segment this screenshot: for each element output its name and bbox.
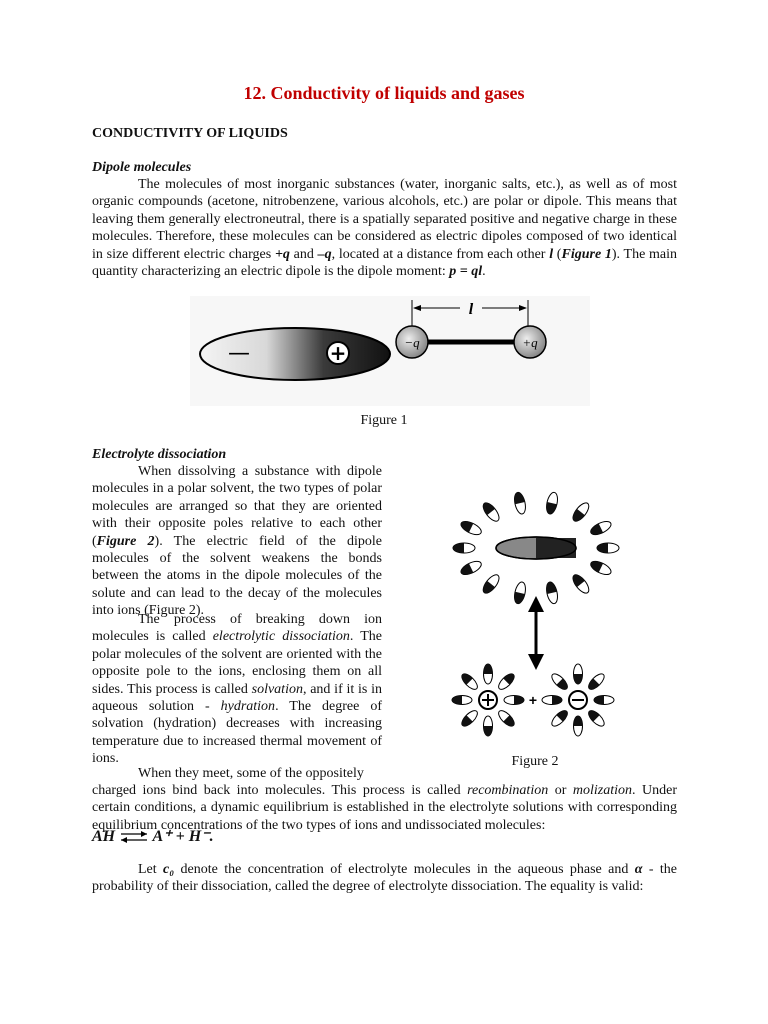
solvent-dipole: [504, 696, 524, 705]
electrolyte-heading: Electrolyte dissociation: [92, 447, 227, 462]
solvent-dipole: [453, 543, 475, 553]
electrolyte-paragraph-3: charged ions bind back into molecules. This process is called recombination or molization. Under certain conditions, a dynamic equilibrium is established in the electrolyte solutions with corresponding equilibrium concentrations of the two types of ions and undissociated molecules:: [92, 783, 677, 833]
solvent-dipole: [459, 671, 480, 692]
dipole-heading: Dipole molecules: [92, 160, 192, 175]
ions-plus-sign: +: [528, 692, 538, 708]
negative-pole-sign: —: [228, 341, 250, 366]
solvent-dipole: [570, 572, 592, 595]
distance-label-l: l: [468, 301, 474, 318]
solvent-dipole: [586, 671, 607, 692]
equation-reactant: AH: [92, 828, 116, 845]
solvent-dipole: [480, 500, 502, 523]
solvent-dipole: [459, 708, 480, 729]
positive-charge-label: +q: [522, 335, 538, 350]
solvent-dipole: [496, 671, 517, 692]
solvent-dipole: [549, 708, 570, 729]
solvent-dipole: [574, 716, 583, 736]
figure-1-dipole-diagram: [190, 296, 590, 406]
solvent-dipole: [452, 696, 472, 705]
equilibrium-arrow-down: [528, 654, 544, 670]
solvent-dipole: [513, 491, 528, 515]
solvent-dipole: [542, 696, 562, 705]
solvent-dipole: [570, 500, 592, 523]
solvent-dipole: [484, 716, 493, 736]
electrolyte-paragraph-1: When dissolving a substance with dipole molecules in a polar solvent, the two types of polar molecules are arranged so that they are oriented with their opposite poles relative to each other (Figure 2). The electric field of the dipole molecules of the solvent weakens the bonds between the atoms in the dipole molecules of the solute and can lead to the decay of the molecules into ions (Figure 2).: [92, 464, 382, 619]
solvent-dipole: [480, 572, 502, 595]
figure-1-caption: Figure 1: [360, 413, 408, 428]
negative-charge-label: −q: [404, 335, 420, 350]
electrolyte-paragraph-3-first-line: When they meet, some of the oppositely: [138, 766, 364, 781]
electrolyte-paragraph-2: The process of breaking down ion molecules is called electrolytic dissociation. The polar molecules of the solvent are oriented with the opposite pole to the ions, enclosing them on all sides. This process is called solvation, and if it is in aqueous solution - hydration. The degree of solvation (hydration) decreases with increasing temperature due to increased thermal movement of ions.: [92, 612, 382, 767]
figure-2-solvation-diagram: [446, 474, 626, 744]
solute-dark-half: [536, 538, 576, 558]
section-heading: CONDUCTIVITY OF LIQUIDS: [92, 126, 288, 141]
solvent-dipole: [586, 708, 607, 729]
equation-products: A⁺ + H⁻: [152, 828, 210, 845]
solvent-dipole: [545, 491, 560, 515]
solvent-dipole: [459, 559, 483, 578]
positive-pole-sign: +: [329, 341, 347, 365]
dissociation-equation: AH A⁺ + H⁻.: [92, 828, 214, 845]
solvent-dipole: [459, 519, 483, 538]
solvent-dipole: [589, 519, 613, 538]
solvent-dipole: [594, 696, 614, 705]
solvent-dipole: [597, 543, 619, 553]
solvent-dipole: [589, 559, 613, 578]
solvent-dipole: [484, 664, 493, 684]
equilibrium-arrows-icon: [119, 830, 149, 844]
equilibrium-arrow-up: [528, 596, 544, 612]
solvent-dipole: [549, 671, 570, 692]
figure-2-caption: Figure 2: [511, 754, 559, 769]
solvent-dipole: [545, 581, 560, 605]
solvent-dipole: [496, 708, 517, 729]
solvent-dipole: [513, 581, 528, 605]
dipole-paragraph: The molecules of most inorganic substances (water, inorganic salts, etc.), as well as of most organic compounds (acetone, nitrobenzene, various alcohols, etc.) are polar or dipole. This means that leaving them generally electroneutral, there is a spatially separated positive and negative charge in these molecules. Therefore, these molecules can be considered as electric dipoles composed of two identical in size different electric charges +q and –q, located at a distance from each other l (Figure 1). The main quantity characterizing an electric dipole is the dipole moment: p = ql.: [92, 177, 678, 280]
final-paragraph: Let c₀ denote the concentration of electrolyte molecules in the aqueous phase and α - the probability of their dissociation, called the degree of electrolyte dissociation. The equality is valid:: [92, 862, 678, 895]
solvent-dipole: [574, 664, 583, 684]
page-title: 12. Conductivity of liquids and gases: [243, 83, 525, 103]
